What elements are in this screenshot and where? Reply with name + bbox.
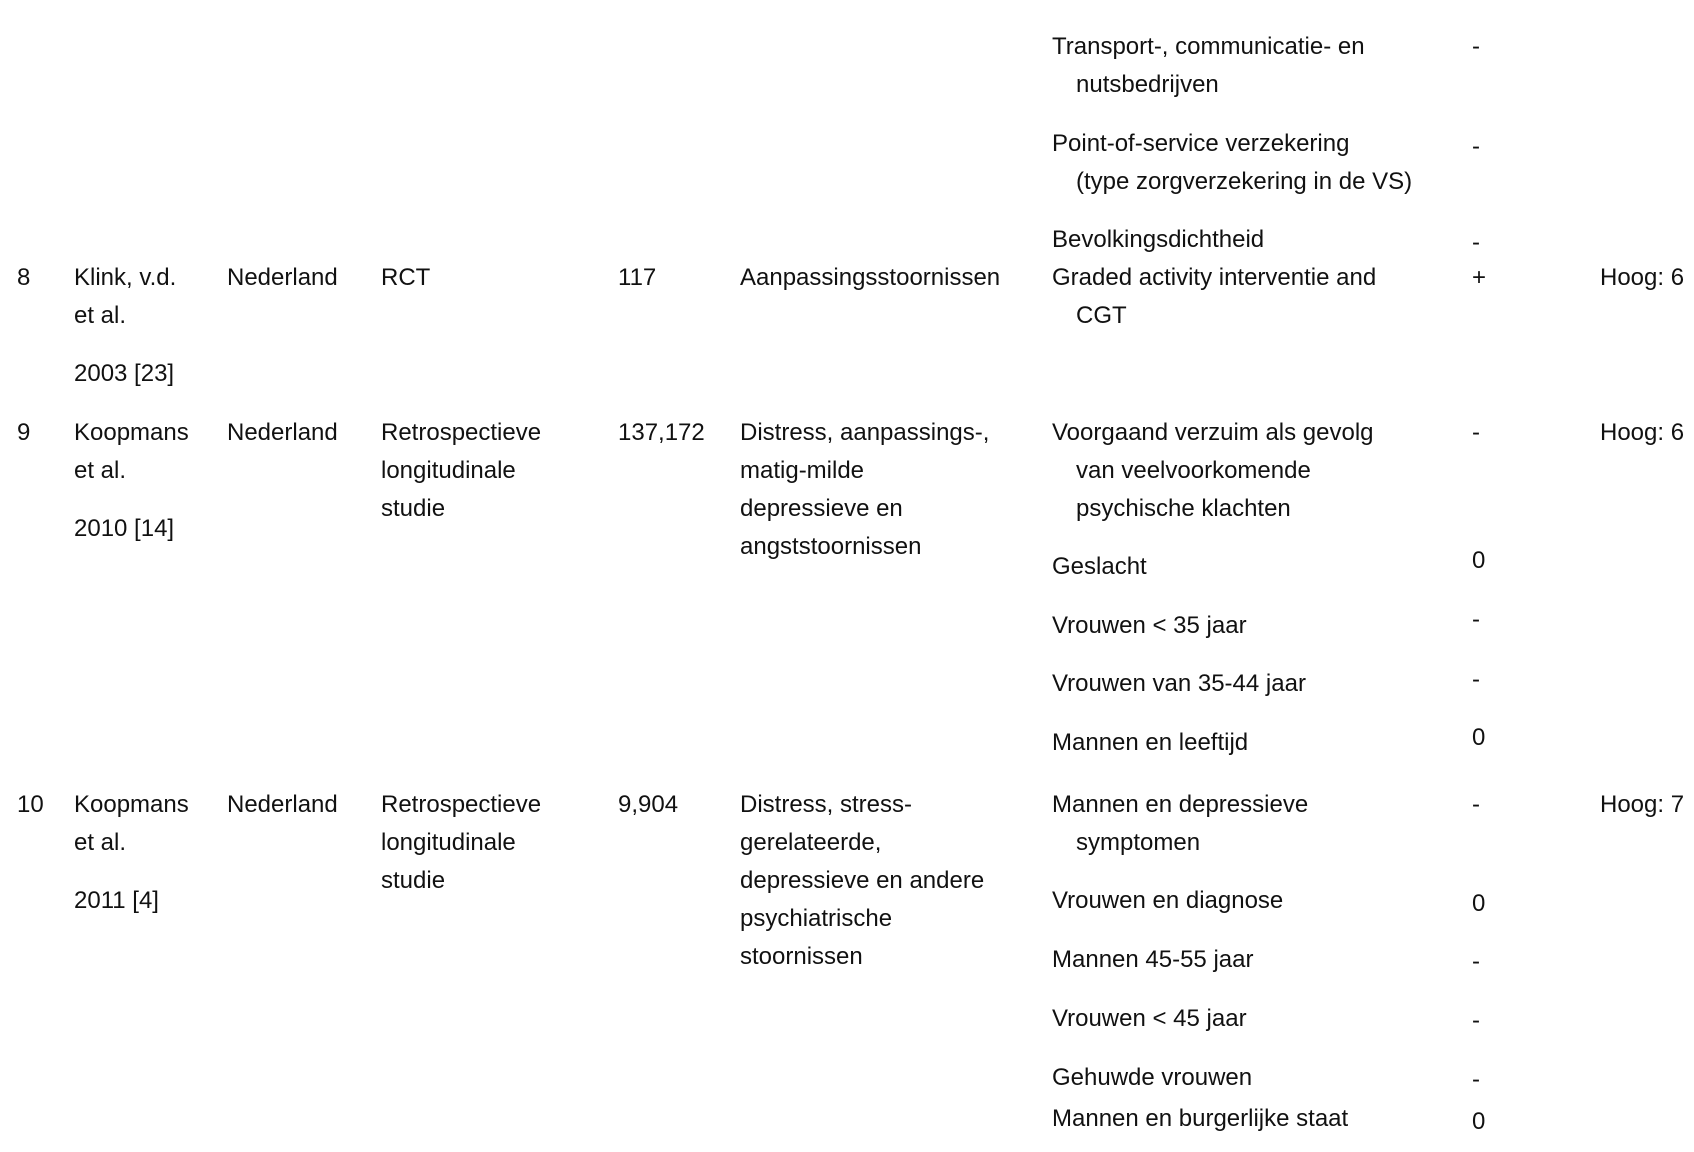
disorder: Aanpassingsstoornissen <box>740 264 1001 291</box>
factor-effect: - <box>1472 419 1480 446</box>
factor-effect: - <box>1472 606 1480 633</box>
quality-score: Hoog: 7 <box>1600 791 1685 818</box>
quality-score: Hoog: 6 <box>1600 419 1685 446</box>
author: et al. <box>74 457 127 484</box>
factor-label: Vrouwen < 45 jaar <box>1052 1005 1247 1032</box>
study-design: studie <box>381 867 446 894</box>
author: Koopmans <box>74 419 189 446</box>
factor-effect: - <box>1472 133 1480 160</box>
factor-label: Voorgaand verzuim als gevolg <box>1052 419 1374 446</box>
factor-label: Point-of-service verzekering <box>1052 130 1350 157</box>
factor-label: Vrouwen en diagnose <box>1052 887 1284 914</box>
factor-label: Mannen 45-55 jaar <box>1052 946 1254 973</box>
study-design: longitudinale <box>381 457 516 484</box>
factor-label: Mannen en depressieve <box>1052 791 1309 818</box>
disorder: depressieve en andere <box>740 867 985 894</box>
factor-label: Mannen en burgerlijke staat <box>1052 1105 1349 1132</box>
factor-effect: 0 <box>1472 890 1486 917</box>
factor-label: van veelvoorkomende <box>1076 457 1311 484</box>
study-design: studie <box>381 495 446 522</box>
study-design: longitudinale <box>381 829 516 856</box>
disorder: angststoornissen <box>740 533 922 560</box>
quality-score: Hoog: 6 <box>1600 264 1685 291</box>
factor-label: Bevolkingsdichtheid <box>1052 226 1265 253</box>
factor-label: Graded activity interventie and <box>1052 264 1377 291</box>
factor-label: CGT <box>1076 302 1127 329</box>
factor-effect: 0 <box>1472 1108 1486 1135</box>
row-number: 10 <box>17 791 44 818</box>
disorder: Distress, stress- <box>740 791 913 818</box>
factor-effect: 0 <box>1472 547 1486 574</box>
year-reference: 2003 [23] <box>74 360 175 387</box>
row-number: 9 <box>17 419 31 446</box>
factor-label: Transport-, communicatie- en <box>1052 33 1365 60</box>
factor-effect: - <box>1472 791 1480 818</box>
author: et al. <box>74 829 127 856</box>
sample-size: 117 <box>618 264 657 291</box>
factor-label: Mannen en leeftijd <box>1052 729 1249 756</box>
author: Klink, v.d. <box>74 264 177 291</box>
factor-label: Vrouwen van 35-44 jaar <box>1052 670 1306 697</box>
study-design: RCT <box>381 264 431 291</box>
country: Nederland <box>227 791 338 818</box>
country: Nederland <box>227 419 338 446</box>
disorder: psychiatrische <box>740 905 893 932</box>
row-number: 8 <box>17 264 31 291</box>
disorder: gerelateerde, <box>740 829 882 856</box>
factor-effect: + <box>1472 264 1487 291</box>
author: et al. <box>74 302 127 329</box>
sample-size: 9,904 <box>618 791 679 818</box>
factor-label: psychische klachten <box>1076 495 1291 522</box>
factor-effect: - <box>1472 1066 1480 1093</box>
study-design: Retrospectieve <box>381 791 542 818</box>
factor-label: Geslacht <box>1052 553 1147 580</box>
factor-effect: 0 <box>1472 724 1486 751</box>
country: Nederland <box>227 264 338 291</box>
factor-label: nutsbedrijven <box>1076 71 1219 98</box>
factor-effect: - <box>1472 666 1480 693</box>
year-reference: 2010 [14] <box>74 515 175 542</box>
factor-label: Gehuwde vrouwen <box>1052 1064 1253 1091</box>
factor-label: Vrouwen < 35 jaar <box>1052 612 1247 639</box>
author: Koopmans <box>74 791 189 818</box>
study-design: Retrospectieve <box>381 419 542 446</box>
disorder: Distress, aanpassings-, <box>740 419 990 446</box>
factor-effect: - <box>1472 948 1480 975</box>
disorder: depressieve en <box>740 495 903 522</box>
factor-effect: - <box>1472 33 1480 60</box>
factor-effect: - <box>1472 229 1480 256</box>
factor-label: (type zorgverzekering in de VS) <box>1076 168 1413 195</box>
year-reference: 2011 [4] <box>74 887 159 914</box>
disorder: matig-milde <box>740 457 865 484</box>
factor-label: symptomen <box>1076 829 1201 856</box>
factor-effect: - <box>1472 1007 1480 1034</box>
disorder: stoornissen <box>740 943 863 970</box>
sample-size: 137,172 <box>618 419 705 446</box>
